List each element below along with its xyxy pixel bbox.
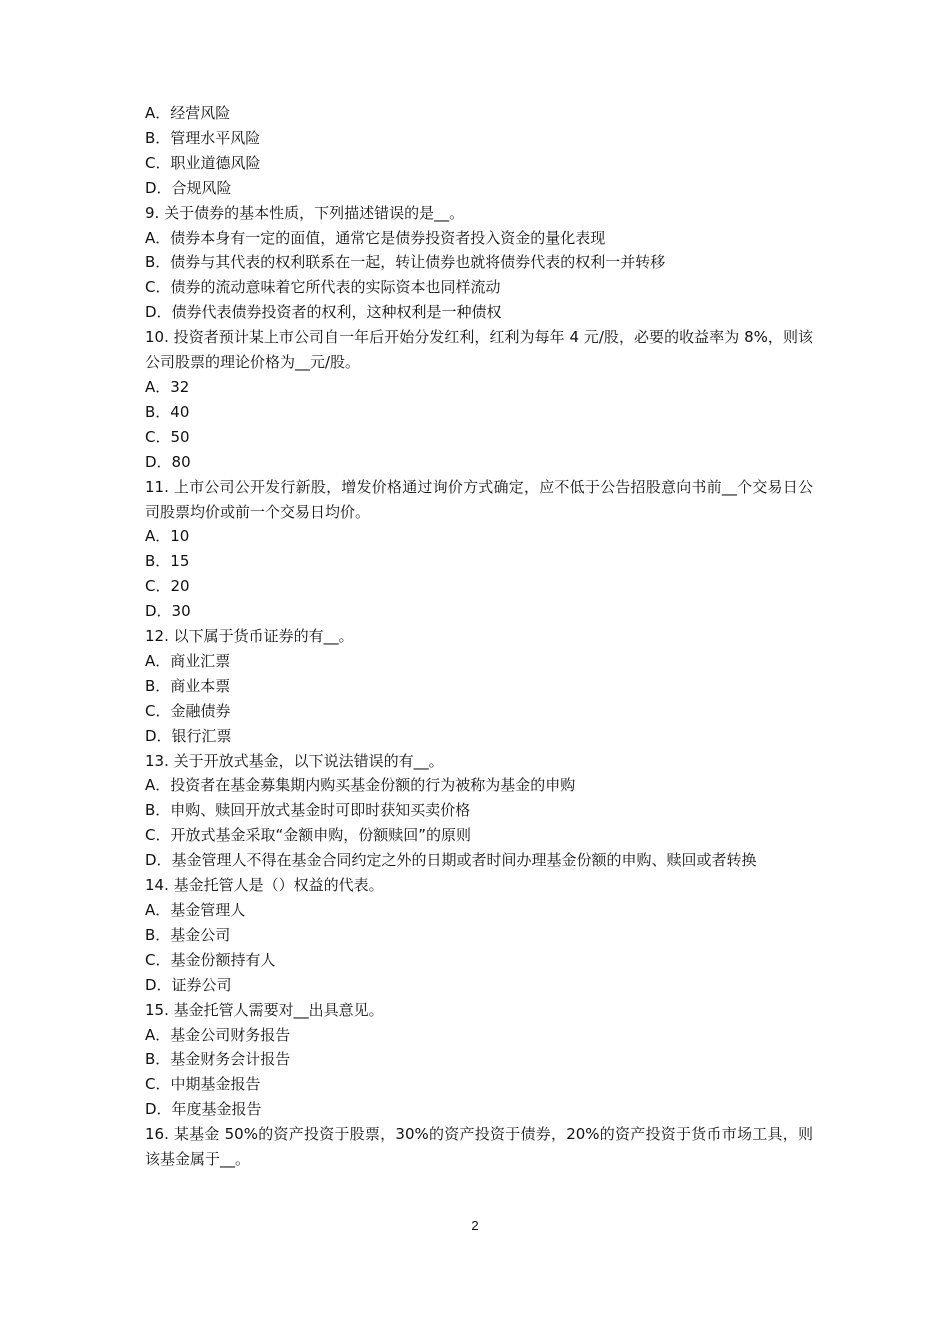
answer-option: A．经营风险 <box>145 104 231 122</box>
question-text: 12. 以下属于货币证券的有__。 <box>145 627 354 646</box>
answer-option: A．商业汇票 <box>145 651 231 670</box>
question-text: 14. 基金托管人是（）权益的代表。 <box>145 876 384 895</box>
question-text: 11. 上市公司公开发行新股，增发价格通过询价方式确定，应不低于公告招股意向书前__个交易日公司股票均价或前一个交易日均价。 <box>145 477 813 521</box>
question-text: 13. 关于开放式基金，以下说法错误的有__。 <box>145 751 444 770</box>
question-text: 16. 某基金 50%的资产投资于股票，30%的资产投资于债券，20%的资产投资于货币市场工具，则该基金属于__。 <box>145 1125 813 1169</box>
page-number: 2 <box>471 1218 479 1233</box>
answer-option: D．证券公司 <box>145 975 232 994</box>
answer-option: C．基金份额持有人 <box>145 950 276 969</box>
answer-option: B．15 <box>145 552 190 571</box>
question-text: 10. 投资者预计某上市公司自一年后开始分发红利，红利为每年 4 元/股，必要的收益率为 8%，则该公司股票的理论价格为__元/股。 <box>145 328 813 372</box>
question-text: 9. 关于债券的基本性质，下列描述错误的是__。 <box>145 203 465 222</box>
document-body <box>145 101 813 1172</box>
answer-option: A．债券本身有一定的面值，通常它是债券投资者投入资金的量化表现 <box>145 228 606 247</box>
answer-option: D．合规风险 <box>145 178 232 197</box>
answer-option: B．基金公司 <box>145 925 231 944</box>
answer-option: D．债券代表债券投资者的权利，这种权利是一种债权 <box>145 303 502 322</box>
answer-option: B．商业本票 <box>145 676 231 695</box>
answer-option: C．债券的流动意味着它所代表的实际资本也同样流动 <box>145 278 501 297</box>
answer-option: C．50 <box>145 427 190 446</box>
answer-option: B．债券与其代表的权利联系在一起，转让债券也就将债券代表的权利一并转移 <box>145 253 666 272</box>
answer-option: B．40 <box>145 402 190 421</box>
question-text: 15. 基金托管人需要对__出具意见。 <box>145 1000 384 1019</box>
answer-option: A．10 <box>145 527 190 546</box>
question-text: D．基金管理人不得在基金合同约定之外的日期或者时间办理基金份额的申购、赎回或者转换 <box>145 851 757 870</box>
answer-option: A．基金公司财务报告 <box>145 1025 291 1044</box>
answer-option: C．中期基金报告 <box>145 1075 261 1094</box>
answer-option: D．年度基金报告 <box>145 1100 262 1119</box>
answer-option: A．投资者在基金募集期内购买基金份额的行为被称为基金的申购 <box>145 776 576 795</box>
answer-option: C．职业道德风险 <box>145 153 261 172</box>
answer-option: B．申购、赎回开放式基金时可即时获知买卖价格 <box>145 801 471 820</box>
answer-option: B．管理水平风险 <box>145 128 261 147</box>
answer-option: C．20 <box>145 577 190 596</box>
answer-option: D．80 <box>145 452 191 471</box>
answer-option: A．基金管理人 <box>145 901 246 919</box>
answer-option: C．开放式基金采取“金额申购，份额赎回”的原则 <box>145 826 472 845</box>
answer-option: D．银行汇票 <box>145 726 232 745</box>
answer-option: B．基金财务会计报告 <box>145 1050 291 1069</box>
answer-option: C．金融债券 <box>145 701 231 720</box>
answer-option: A．32 <box>145 377 190 396</box>
answer-option: D．30 <box>145 602 191 621</box>
